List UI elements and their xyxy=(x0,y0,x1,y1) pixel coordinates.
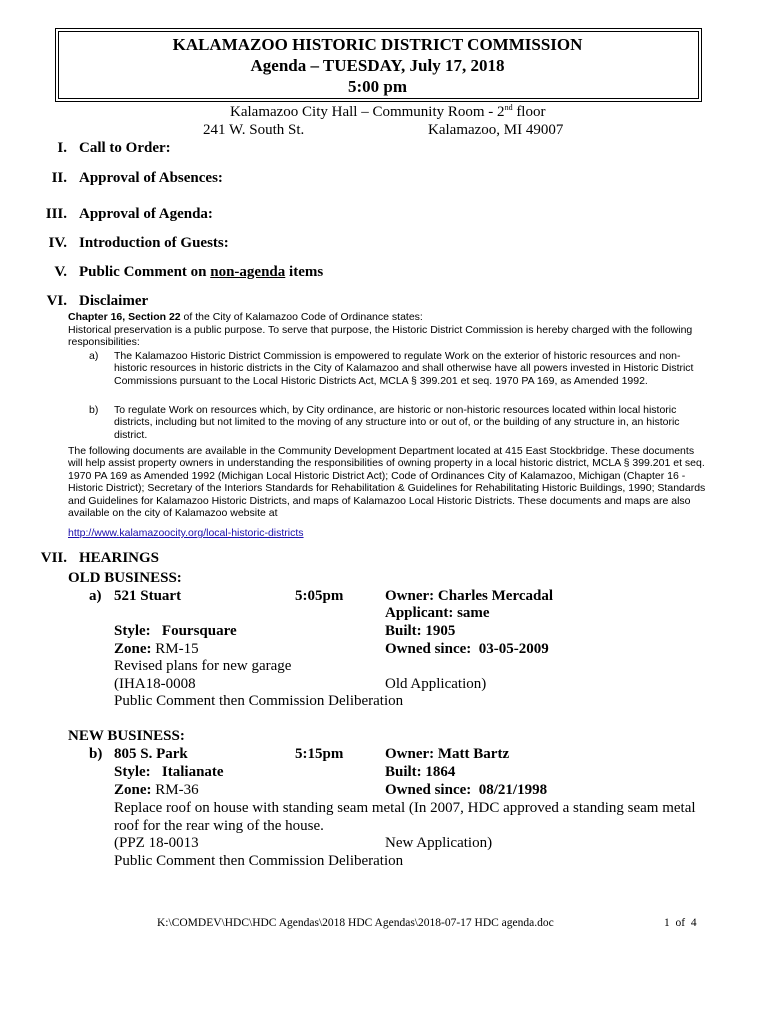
disclaimer-documents: The following documents are available in the Community Development Department located at 415 East Stockbridge. These documents will help assist property owners in understanding the responsibilities of owning property in a local historic district, MCLA § 399.201 et seq. 1970 PA 169 as Amended 1992 (Michigan Local Historic District Act); Code of Ordinances City of Kalamazoo, Michigan (Chapter 16 - Historic District); Secretary of the Interiors Standards for Rehabilitation & Guidelines for Rehabilitating Historic Buildings, 1990; Standards and Guidelines for Kalamazoo Historic Districts, and maps of Kalamazoo Local Historic Districts. These documents and maps are also available on the city of Kalamazoo website at xyxy=(68,445,706,520)
item-owner: Owner: Charles Mercadal xyxy=(385,588,554,604)
old-business-heading: OLD BUSINESS: xyxy=(68,570,182,586)
agenda-title: KALAMAZOO HISTORIC DISTRICT COMMISSION xyxy=(172,35,583,54)
item-description: Revised plans for new garage xyxy=(114,658,292,674)
location-city: Kalamazoo, MI 49007 xyxy=(428,122,564,138)
item-time: 5:15pm xyxy=(295,746,344,762)
item-application-type: Old Application) xyxy=(385,676,487,692)
location-street: 241 W. South St. xyxy=(203,122,305,138)
item-owner: Owner: Matt Bartz xyxy=(385,746,510,762)
item-address: 805 S. Park xyxy=(114,746,188,762)
section-number: V. xyxy=(54,264,67,280)
new-business-heading: NEW BUSINESS: xyxy=(68,728,185,744)
section-number: VII. xyxy=(40,550,67,566)
item-case-number: (PPZ 18-0013 xyxy=(114,835,199,851)
item-owned-since: Owned since: 03-05-2009 xyxy=(385,641,549,657)
item-built: Built: 1864 xyxy=(385,764,456,780)
section-number: VI. xyxy=(46,293,67,309)
section-introduction-guests: Introduction of Guests: xyxy=(79,235,229,251)
item-time: 5:05pm xyxy=(295,588,344,604)
disclaimer-intro: Chapter 16, Section 22 of the City of Kalamazoo Code of Ordinance states: xyxy=(68,311,423,323)
footer-file-path: K:\COMDEV\HDC\HDC Agendas\2018 HDC Agendas\2018-07-17 HDC agenda.doc xyxy=(157,917,554,929)
agenda-time: 5:00 pm xyxy=(347,77,408,96)
item-address: 521 Stuart xyxy=(114,588,182,604)
section-number: I. xyxy=(57,140,67,156)
agenda-date: Agenda – TUESDAY, July 17, 2018 xyxy=(250,56,505,75)
disclaimer-item-b: To regulate Work on resources which, by City ordinance, are historic or non-historic resources located within local historic districts, including but not limited to the moving of any structure into or out of, or the building of any structure in, an historic district. xyxy=(114,404,680,441)
disclaimer-purpose: Historical preservation is a public purpose. To serve that purpose, the Historic District Commission is hereby charged with the following responsibilities: xyxy=(68,324,693,349)
section-approval-agenda: Approval of Agenda: xyxy=(79,206,213,222)
item-description: Replace roof on house with standing seam metal (In 2007, HDC approved a standing seam metal xyxy=(114,800,696,816)
section-number: III. xyxy=(45,206,67,222)
item-marker: a) xyxy=(89,588,102,604)
item-process: Public Comment then Commission Deliberation xyxy=(114,693,404,709)
item-owned-since: Owned since: 08/21/1998 xyxy=(385,782,548,798)
item-zone: Zone: RM-36 xyxy=(114,782,199,798)
item-process: Public Comment then Commission Deliberation xyxy=(114,853,404,869)
item-marker: b) xyxy=(89,746,103,762)
item-application-type: New Application) xyxy=(385,835,493,851)
section-public-comment: Public Comment on non-agenda items xyxy=(79,264,324,280)
section-hearings: HEARINGS xyxy=(79,550,160,566)
list-marker: a) xyxy=(89,350,99,362)
section-number: II. xyxy=(51,170,67,186)
list-marker: b) xyxy=(89,404,99,416)
historic-districts-link[interactable]: http://www.kalamazoocity.org/local-historic-districts xyxy=(68,527,304,539)
item-style: Style: Italianate xyxy=(114,764,224,780)
disclaimer-item-a: The Kalamazoo Historic District Commission is empowered to regulate Work on the exterior of historic resources and non-historic resources in historic districts in the City of Kalamazoo and shall otherwise have all powers invested in Historic District Commissions pursuant to the Local Historic Districts Act, MCLA § 399.201 et seq. 1970 PA 169, as Amended 1992. xyxy=(114,350,694,387)
footer-page-number: 1 of 4 xyxy=(664,917,697,929)
location-hall: Kalamazoo City Hall – Community Room - 2nd floor xyxy=(230,103,546,120)
section-approval-absences: Approval of Absences: xyxy=(79,170,223,186)
item-description-cont: roof for the rear wing of the house. xyxy=(114,818,324,834)
item-case-number: (IHA18-0008 xyxy=(114,676,196,692)
item-zone: Zone: RM-15 xyxy=(114,641,199,657)
item-style: Style: Foursquare xyxy=(114,623,237,639)
section-number: IV. xyxy=(48,235,67,251)
item-applicant: Applicant: same xyxy=(385,605,490,621)
section-disclaimer: Disclaimer xyxy=(79,293,149,309)
section-call-to-order: Call to Order: xyxy=(79,140,171,156)
item-built: Built: 1905 xyxy=(385,623,456,639)
